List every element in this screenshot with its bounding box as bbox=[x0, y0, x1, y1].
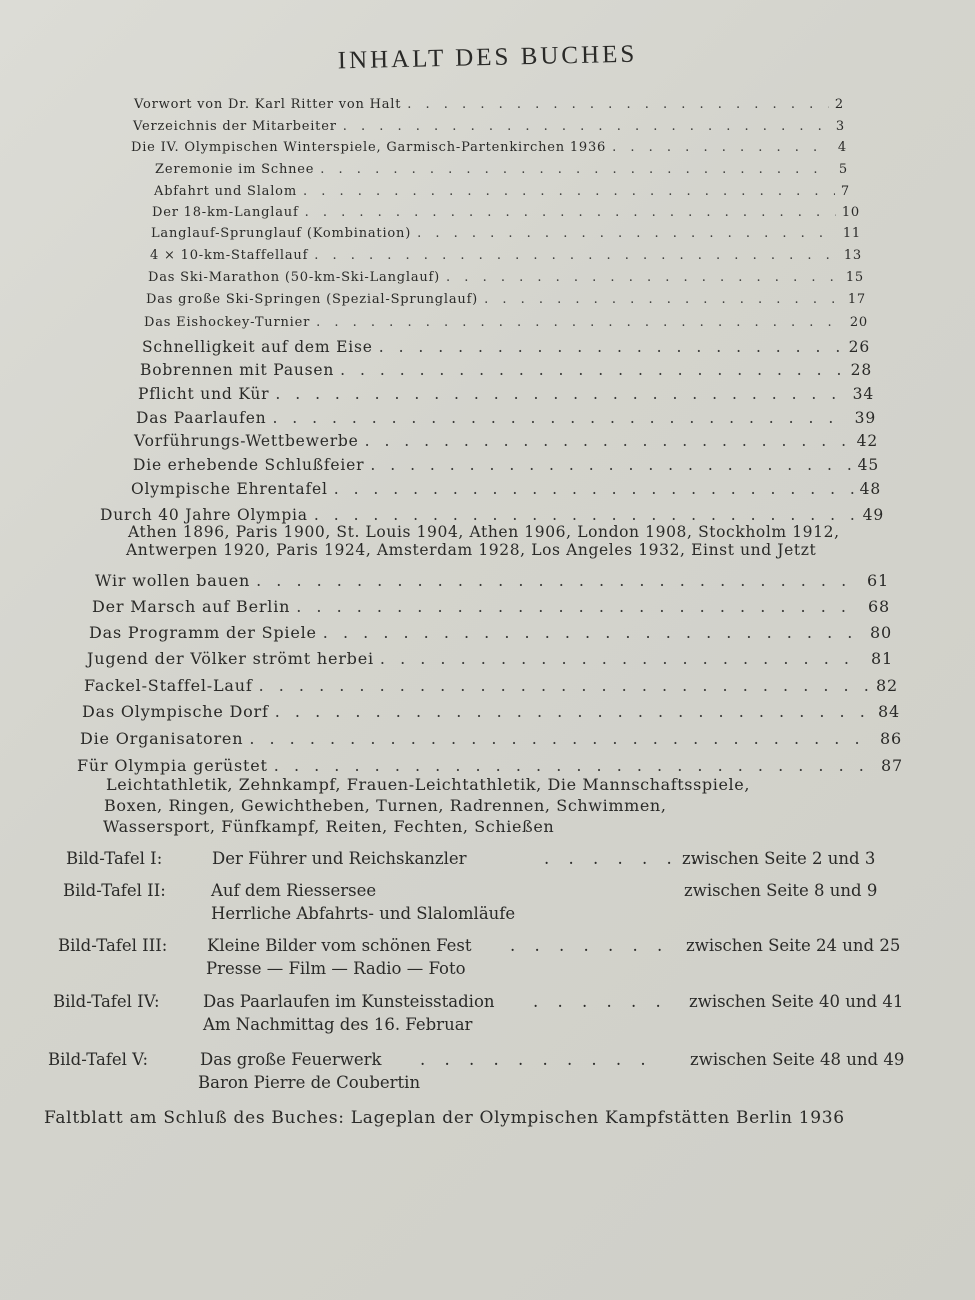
leader-dots bbox=[370, 456, 851, 474]
leader-dots bbox=[274, 756, 875, 775]
leader-dots bbox=[316, 315, 844, 330]
leader-dots bbox=[407, 97, 829, 112]
olympia-years-line: Athen 1896, Paris 1900, St. Louis 1904, Athen 1906, London 1908, Stockholm 1912, bbox=[128, 523, 840, 541]
toc-entry: Jugend der Völker strömt herbei . . . 81 bbox=[87, 649, 893, 668]
toc-entry: Das große Ski-Springen (Spezial-Sprunglauf) . . . 17 bbox=[146, 292, 866, 307]
foldout-note: Faltblatt am Schluß des Buches: Lageplan der Olympischen Kampfstätten Berlin 1936 bbox=[44, 1108, 845, 1128]
page-title: INHALT DES BUCHES bbox=[337, 40, 638, 75]
sports-list-line: Boxen, Ringen, Gewichtheben, Turnen, Radrennen, Schwimmen, bbox=[104, 796, 667, 815]
plate-page-ref: zwischen Seite 2 und 3 bbox=[682, 849, 876, 868]
page-number: 81 bbox=[871, 649, 893, 668]
toc-entry: Fackel-Staffel-Lauf . . . 82 bbox=[84, 676, 898, 695]
page-number: 3 bbox=[835, 119, 845, 134]
page-number: 84 bbox=[878, 702, 900, 721]
leader-dots bbox=[275, 385, 846, 403]
page-number: 39 bbox=[854, 409, 876, 427]
toc-entry: Wir wollen bauen . . . 61 bbox=[95, 571, 889, 590]
page-number: 87 bbox=[881, 756, 903, 775]
plate-page-ref: zwischen Seite 24 und 25 bbox=[686, 936, 901, 955]
leader-dots bbox=[323, 623, 864, 642]
leader-dots bbox=[259, 676, 870, 695]
plate-subtitle: Am Nachmittag des 16. Februar bbox=[203, 1015, 473, 1034]
leader-dots bbox=[296, 597, 862, 616]
toc-entry: Vorführungs-Wettbewerbe . . . 42 bbox=[134, 432, 878, 450]
page-number: 45 bbox=[857, 456, 879, 474]
page-number: 10 bbox=[841, 205, 860, 220]
page-number: 2 bbox=[834, 97, 844, 112]
plate-subtitle: Herrliche Abfahrts- und Slalomläufe bbox=[211, 904, 516, 923]
toc-entry: Das Ski-Marathon (50-km-Ski-Langlauf) . . . 15 bbox=[148, 270, 864, 285]
leader-dots bbox=[305, 205, 836, 220]
leader-dots: . . . . . . . bbox=[544, 849, 704, 868]
page-number: 26 bbox=[848, 338, 870, 356]
plate-entry bbox=[53, 992, 933, 1038]
page-number: 5 bbox=[838, 162, 848, 177]
plate-title: Kleine Bilder vom schönen Fest bbox=[207, 936, 472, 955]
toc-entry: Das Programm der Spiele . . . 80 bbox=[89, 623, 892, 642]
olympia-years-line: Antwerpen 1920, Paris 1924, Amsterdam 1928, Los Angeles 1932, Einst und Jetzt bbox=[126, 541, 817, 559]
sports-list-line: Leichtathletik, Zehnkampf, Frauen-Leichtathletik, Die Mannschaftsspiele, bbox=[106, 775, 751, 794]
page-number: 49 bbox=[862, 506, 884, 524]
plate-title: Auf dem Riessersee bbox=[211, 881, 377, 900]
toc-entry: Verzeichnis der Mitarbeiter . . . 3 bbox=[133, 119, 845, 134]
toc-entry: Die Organisatoren . . . 86 bbox=[80, 729, 902, 748]
toc-entry: Langlauf-Sprunglauf (Kombination) . . . 11 bbox=[151, 226, 861, 241]
leader-dots bbox=[334, 480, 854, 498]
page-number: 4 bbox=[837, 140, 847, 155]
page-number: 68 bbox=[868, 597, 890, 616]
leader-dots bbox=[314, 248, 838, 263]
leader-dots bbox=[320, 162, 833, 177]
sports-list-line: Wassersport, Fünfkampf, Reiten, Fechten, Schießen bbox=[103, 817, 555, 836]
leader-dots: . . . . . . . . . . bbox=[420, 1050, 653, 1069]
toc-entry: Für Olympia gerüstet . . . 87 bbox=[77, 756, 903, 775]
page-number: 48 bbox=[859, 480, 881, 498]
leader-dots bbox=[446, 270, 840, 285]
leader-dots bbox=[303, 184, 835, 199]
page-number: 20 bbox=[849, 315, 868, 330]
plate-label: Bild-Tafel III: bbox=[58, 936, 168, 955]
page-number: 61 bbox=[867, 571, 889, 590]
plate-page-ref: zwischen Seite 40 und 41 bbox=[689, 992, 904, 1011]
leader-dots bbox=[256, 571, 861, 590]
page-number: 7 bbox=[840, 184, 850, 199]
toc-entry: Die IV. Olympischen Winterspiele, Garmisch-Partenkirchen 1936 . . . 4 bbox=[131, 140, 847, 155]
page-number: 15 bbox=[845, 270, 864, 285]
leader-dots bbox=[275, 702, 872, 721]
plate-page-ref: zwischen Seite 48 und 49 bbox=[690, 1050, 905, 1069]
page-number: 34 bbox=[852, 385, 874, 403]
page-number: 80 bbox=[870, 623, 892, 642]
page-number: 11 bbox=[842, 226, 861, 241]
toc-entry: Bobrennen mit Pausen . . . 28 bbox=[140, 361, 872, 379]
toc-entry: Das Eishockey-Turnier . . . 20 bbox=[144, 315, 868, 330]
leader-dots bbox=[343, 119, 830, 134]
page-number: 17 bbox=[847, 292, 866, 307]
page-number: 86 bbox=[880, 729, 902, 748]
plate-label: Bild-Tafel V: bbox=[48, 1050, 148, 1069]
toc-entry: Olympische Ehrentafel . . . 48 bbox=[131, 480, 881, 498]
leader-dots bbox=[379, 338, 843, 356]
toc-entry: Das Paarlaufen . . . 39 bbox=[136, 409, 876, 427]
toc-entry: Vorwort von Dr. Karl Ritter von Halt . . . 2 bbox=[134, 97, 844, 112]
toc-entry: Das Olympische Dorf . . . 84 bbox=[82, 702, 900, 721]
plate-title: Das große Feuerwerk bbox=[200, 1050, 382, 1069]
toc-entry: Der Marsch auf Berlin . . . 68 bbox=[92, 597, 890, 616]
plate-entry bbox=[48, 1050, 938, 1096]
plate-label: Bild-Tafel I: bbox=[66, 849, 163, 868]
plate-page-ref: zwischen Seite 8 und 9 bbox=[684, 881, 878, 900]
toc-entry: Schnelligkeit auf dem Eise . . . 26 bbox=[142, 338, 870, 356]
leader-dots bbox=[365, 432, 851, 450]
leader-dots bbox=[340, 361, 845, 379]
toc-entry: Durch 40 Jahre Olympia . . . 49 bbox=[100, 506, 884, 524]
toc-entry: Zeremonie im Schnee . . . 5 bbox=[155, 162, 848, 177]
plate-label: Bild-Tafel II: bbox=[63, 881, 166, 900]
page-number: 42 bbox=[856, 432, 878, 450]
plate-entry bbox=[63, 881, 923, 927]
leader-dots bbox=[484, 292, 842, 307]
leader-dots bbox=[380, 649, 865, 668]
plate-subtitle: Presse — Film — Radio — Foto bbox=[206, 959, 466, 978]
toc-entry: Pflicht und Kür . . . 34 bbox=[138, 385, 874, 403]
leader-dots bbox=[249, 729, 874, 748]
toc-entry: Abfahrt und Slalom . . . 7 bbox=[154, 184, 850, 199]
toc-entry: 4 × 10-km-Staffellauf . . . 13 bbox=[150, 248, 862, 263]
leader-dots bbox=[612, 140, 832, 155]
leader-dots bbox=[314, 506, 857, 524]
toc-entry: Der 18-km-Langlauf . . . 10 bbox=[152, 205, 860, 220]
page-number: 13 bbox=[843, 248, 862, 263]
plate-subtitle: Baron Pierre de Coubertin bbox=[198, 1073, 421, 1092]
leader-dots: . . . . . . bbox=[533, 992, 668, 1011]
plate-entry bbox=[58, 936, 928, 982]
plate-title: Das Paarlaufen im Kunsteisstadion bbox=[203, 992, 495, 1011]
plate-title: Der Führer und Reichskanzler bbox=[212, 849, 467, 868]
plate-label: Bild-Tafel IV: bbox=[53, 992, 160, 1011]
page-number: 28 bbox=[850, 361, 872, 379]
leader-dots bbox=[272, 409, 848, 427]
leader-dots: . . . . . . . bbox=[510, 936, 670, 955]
toc-entry: Die erhebende Schlußfeier . . . 45 bbox=[133, 456, 879, 474]
leader-dots bbox=[417, 226, 837, 241]
page-number: 82 bbox=[876, 676, 898, 695]
